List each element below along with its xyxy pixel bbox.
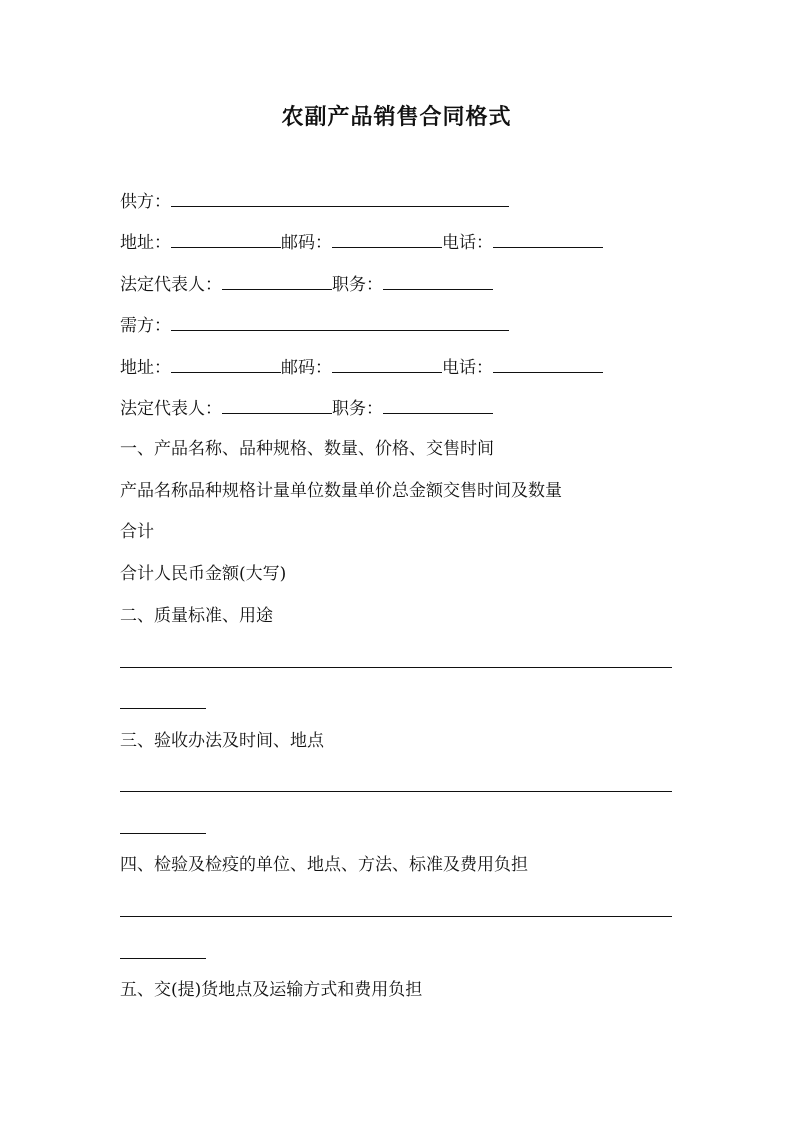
supplier-label: 供方：	[120, 192, 171, 212]
supplier-postcode-label: 邮码：	[281, 233, 332, 253]
section4-heading: 四、检验及检疫的单位、地点、方法、标准及费用负担	[120, 855, 528, 875]
supplier-postcode-blank[interactable]	[332, 231, 442, 248]
supplier-position-blank[interactable]	[383, 273, 493, 290]
buyer-contact-line	[120, 356, 603, 379]
supplier-address-label: 地址：	[120, 233, 171, 253]
buyer-postcode-blank[interactable]	[332, 356, 442, 373]
section1-total-rmb: 合计人民币金额(大写)	[120, 564, 287, 584]
buyer-address-label: 地址：	[120, 358, 171, 378]
section2-fill-line-end[interactable]	[120, 708, 206, 709]
section1-heading: 一、产品名称、品种规格、数量、价格、交售时间	[120, 439, 494, 459]
section3-fill-line[interactable]	[120, 791, 672, 792]
supplier-rep-line	[120, 273, 493, 296]
buyer-name-blank[interactable]	[171, 314, 509, 331]
buyer-phone-blank[interactable]	[493, 356, 603, 373]
buyer-address-blank[interactable]	[171, 356, 281, 373]
buyer-label: 需方：	[120, 316, 171, 336]
section2-heading: 二、质量标准、用途	[120, 606, 273, 626]
buyer-rep-label: 法定代表人：	[120, 399, 222, 419]
buyer-rep-line	[120, 397, 493, 420]
buyer-position-label: 职务：	[332, 399, 383, 419]
section1-table-header: 产品名称品种规格计量单位数量单价总金额交售时间及数量	[120, 481, 562, 501]
section1-total: 合计	[120, 522, 154, 542]
document-title: 农副产品销售合同格式	[281, 104, 512, 130]
supplier-rep-label: 法定代表人：	[120, 275, 222, 295]
supplier-name-blank[interactable]	[171, 190, 509, 207]
buyer-line	[120, 314, 509, 337]
buyer-postcode-label: 邮码：	[281, 358, 332, 378]
supplier-address-blank[interactable]	[171, 231, 281, 248]
supplier-position-label: 职务：	[332, 275, 383, 295]
section4-fill-line[interactable]	[120, 916, 672, 917]
supplier-line	[120, 190, 509, 213]
supplier-contact-line	[120, 231, 603, 254]
buyer-phone-label: 电话：	[442, 358, 493, 378]
section2-fill-line[interactable]	[120, 667, 672, 668]
section4-fill-line-end[interactable]	[120, 958, 206, 959]
section3-fill-line-end[interactable]	[120, 833, 206, 834]
buyer-rep-blank[interactable]	[222, 397, 332, 414]
section5-heading: 五、交(提)货地点及运输方式和费用负担	[120, 980, 423, 1000]
buyer-position-blank[interactable]	[383, 397, 493, 414]
supplier-phone-label: 电话：	[442, 233, 493, 253]
section3-heading: 三、验收办法及时间、地点	[120, 731, 324, 751]
supplier-rep-blank[interactable]	[222, 273, 332, 290]
supplier-phone-blank[interactable]	[493, 231, 603, 248]
